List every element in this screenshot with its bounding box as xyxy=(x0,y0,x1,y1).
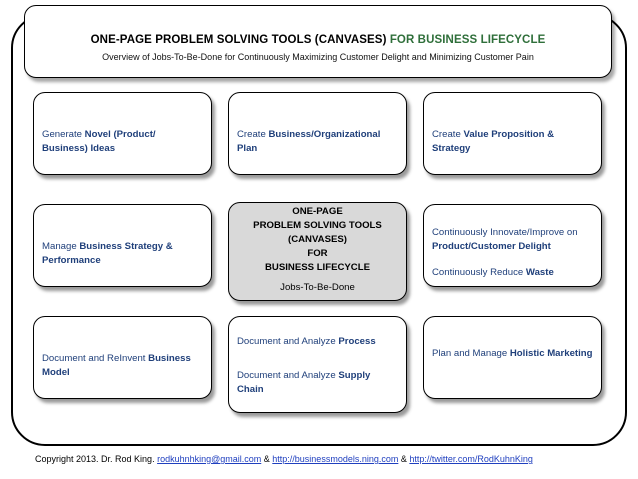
tile-business-plan-bold: Business/Organizational Plan xyxy=(237,129,381,154)
center-line-1: ONE-PAGE xyxy=(292,206,343,217)
tile-business-plan-pre: Create xyxy=(237,129,269,140)
tile-business-plan xyxy=(228,92,407,175)
center-line-2: PROBLEM SOLVING TOOLS xyxy=(253,220,382,231)
header-title-main: ONE-PAGE PROBLEM SOLVING TOOLS (CANVASES) xyxy=(90,34,390,46)
center-subtitle: Jobs-To-Be-Done xyxy=(280,282,355,293)
footer-email-link[interactable]: rodkuhnhking@gmail.com xyxy=(157,454,262,464)
tile-marketing-pre: Plan and Manage xyxy=(432,348,510,359)
footer-sep-2: & xyxy=(398,454,410,464)
center-line-5: BUSINESS LIFECYCLE xyxy=(264,262,370,273)
tile-value-proposition xyxy=(423,92,602,175)
tile-novel-ideas xyxy=(33,92,212,175)
tile-supply-bold: Supply Chain xyxy=(237,370,371,395)
header-subtitle: Overview of Jobs-To-Be-Done for Continuously Maximizing Customer Delight and Minimizing Customer Pain xyxy=(102,52,534,62)
header-title xyxy=(25,34,611,46)
center-tile xyxy=(228,202,407,301)
footer-ning-link[interactable]: http://businessmodels.ning.com xyxy=(272,454,399,464)
tile-process-supply xyxy=(228,316,407,413)
tile-manage-strategy-bold: Business Strategy & Performance xyxy=(42,241,173,266)
tile-innovate-bold2: Waste xyxy=(525,267,554,278)
tile-innovate-pre2: Continuously Reduce xyxy=(432,267,526,278)
tile-innovate-bold: Product/Customer Delight xyxy=(432,241,551,252)
tile-novel-ideas-pre: Generate xyxy=(42,129,85,140)
tile-manage-strategy-pre: Manage xyxy=(42,241,80,252)
tile-innovate-pre: Continuously Innovate/Improve on xyxy=(432,227,578,238)
footer-sep-1: & xyxy=(261,454,273,464)
tile-business-model xyxy=(33,316,212,399)
tile-value-proposition-bold: Value Proposition & Strategy xyxy=(432,129,555,154)
header-box xyxy=(24,5,612,78)
tile-value-proposition-pre: Create xyxy=(432,129,464,140)
tile-innovate xyxy=(423,204,602,287)
footer xyxy=(35,454,635,464)
tile-process-bold: Process xyxy=(338,336,376,347)
tile-supply-pre: Document and Analyze xyxy=(237,370,339,381)
tile-business-model-bold: Business Model xyxy=(42,353,191,378)
tile-marketing-bold: Holistic Marketing xyxy=(509,348,593,359)
footer-twitter-link[interactable]: http://twitter.com/RodKuhnKing xyxy=(409,454,533,464)
center-line-3: (CANVASES) xyxy=(288,234,347,245)
center-line-4: FOR xyxy=(307,248,328,259)
tile-marketing xyxy=(423,316,602,399)
tile-process-pre: Document and Analyze xyxy=(237,336,339,347)
tile-business-model-pre: Document and ReInvent xyxy=(42,353,149,364)
header-title-accent: FOR BUSINESS LIFECYCLE xyxy=(389,34,546,46)
tile-novel-ideas-bold: Novel (Product/ Business) Ideas xyxy=(42,129,156,154)
tile-manage-strategy xyxy=(33,204,212,287)
footer-copyright: Copyright 2013. Dr. Rod King. xyxy=(35,454,158,464)
